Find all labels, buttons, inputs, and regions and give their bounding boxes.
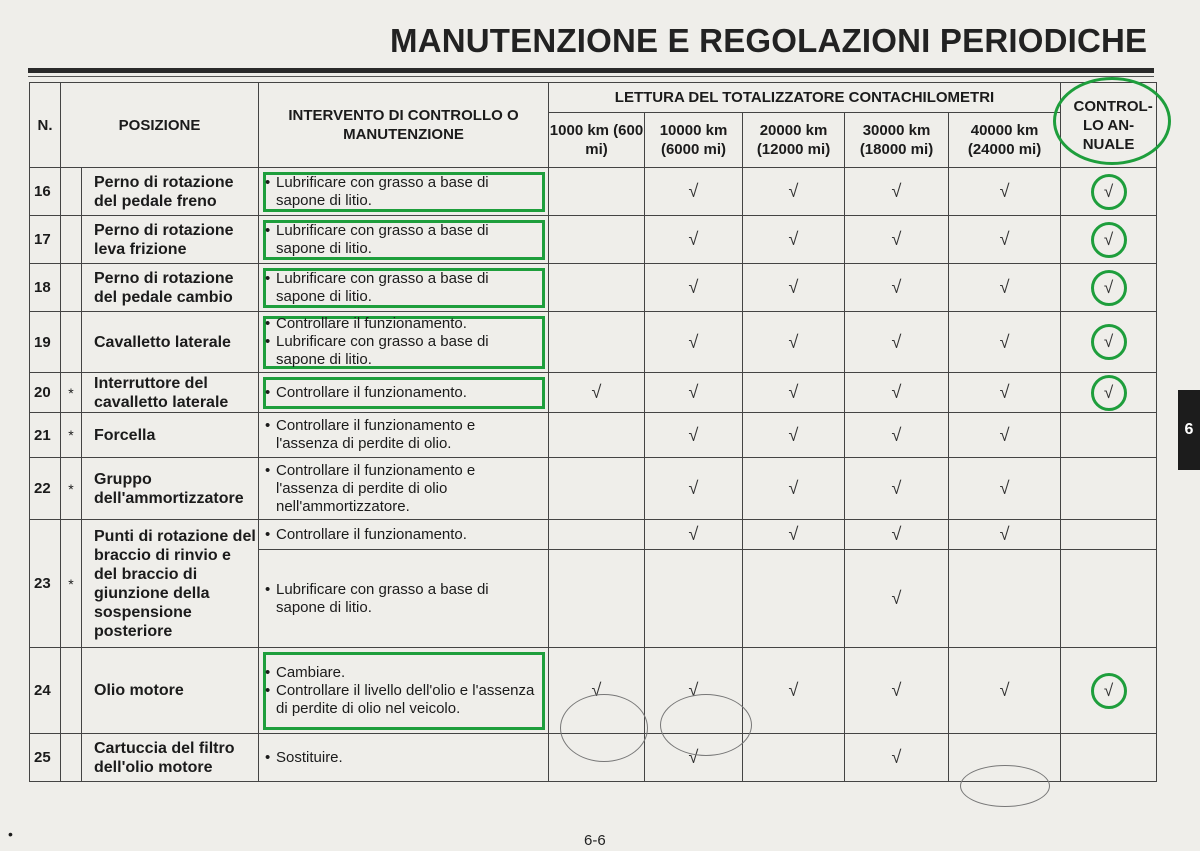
row-number: 24 (30, 648, 61, 734)
row-position: Cartuccia del filtro dell'olio motore (82, 734, 259, 782)
row-position: Perno di rotazione del pedale freno (82, 168, 259, 216)
check-mark: √ (891, 747, 902, 767)
check-mark: √ (688, 747, 699, 767)
row-position: Perno di rotazione del pedale cambio (82, 264, 259, 312)
check-mark: √ (788, 524, 799, 544)
check-cell (949, 734, 1061, 782)
check-cell (845, 734, 949, 782)
header-20000km: 20000 km (12000 mi) (743, 113, 845, 168)
check-mark: √ (688, 382, 699, 402)
check-cell (845, 520, 949, 550)
intervention-item: • Lubrificare con grasso a base di sapone di litio. (265, 581, 540, 617)
header-annual (1061, 83, 1157, 168)
check-cell (845, 458, 949, 520)
check-mark: √ (891, 331, 902, 352)
check-mark: √ (999, 478, 1010, 498)
check-mark: √ (688, 424, 699, 445)
check-cell (549, 413, 645, 458)
check-cell (1061, 550, 1157, 648)
intervention-item: • Controllare il funzionamento. (265, 526, 540, 544)
check-mark: √ (688, 277, 699, 297)
check-cell (949, 550, 1061, 648)
row-star (61, 216, 82, 264)
intervention-item: • Lubrificare con grasso a base di sapone di litio. (265, 333, 540, 369)
check-mark: √ (788, 181, 799, 201)
check-mark: √ (1091, 324, 1127, 360)
row-star (61, 312, 82, 373)
check-mark: √ (999, 424, 1010, 445)
check-cell (743, 264, 845, 312)
row-number: 22 (30, 458, 61, 520)
check-cell (1061, 168, 1157, 216)
check-cell (549, 550, 645, 648)
check-mark: √ (688, 478, 699, 498)
check-cell (845, 168, 949, 216)
check-mark: √ (1091, 174, 1127, 210)
check-cell (645, 648, 743, 734)
check-mark: √ (788, 382, 799, 402)
check-cell (1061, 734, 1157, 782)
check-mark: √ (688, 680, 699, 700)
check-mark: √ (1091, 673, 1127, 709)
row-star: * (61, 458, 82, 520)
check-cell (549, 648, 645, 734)
header-1000km: 1000 km (600 mi) (549, 113, 645, 168)
check-cell (845, 550, 949, 648)
check-cell (949, 312, 1061, 373)
check-cell (743, 648, 845, 734)
check-cell (743, 373, 845, 413)
check-mark: √ (1091, 222, 1127, 258)
header-30000km: 30000 km (18000 mi) (845, 113, 949, 168)
check-mark: √ (999, 229, 1010, 249)
intervention-cell (259, 734, 549, 782)
intervention-cell (259, 168, 549, 216)
check-cell (645, 168, 743, 216)
row-number: 25 (30, 734, 61, 782)
check-mark: √ (891, 478, 902, 498)
intervention-item: • Controllare il funzionamento. (265, 315, 540, 333)
check-cell (949, 648, 1061, 734)
check-mark: √ (688, 331, 699, 352)
check-cell (645, 264, 743, 312)
intervention-item: • Controllare il livello dell'olio e l'assenza di perdite di olio nel veicolo. (265, 682, 540, 718)
check-mark: √ (891, 277, 902, 297)
row-position: Interruttore del cavalletto laterale (82, 373, 259, 413)
header-odometer: LETTURA DEL TOTALIZZATORE CONTACHILOMETRI (549, 83, 1061, 113)
check-mark: √ (788, 331, 799, 352)
check-cell (645, 550, 743, 648)
intervention-cell (259, 520, 549, 550)
check-mark: √ (999, 382, 1010, 402)
check-cell (1061, 216, 1157, 264)
header-number: N. (30, 83, 61, 168)
intervention-item: • Sostituire. (265, 749, 540, 767)
row-star: * (61, 520, 82, 648)
check-mark: √ (999, 680, 1010, 700)
row-position: Perno di rotazione leva frizione (82, 216, 259, 264)
check-cell (1061, 520, 1157, 550)
intervention-item: • Lubrificare con grasso a base di sapone di litio. (265, 222, 540, 258)
table-row (30, 734, 1157, 782)
check-cell (549, 458, 645, 520)
check-mark: √ (891, 229, 902, 249)
intervention-item: • Cambiare. (265, 664, 540, 682)
check-cell (845, 264, 949, 312)
check-mark: √ (591, 382, 602, 402)
check-cell (1061, 413, 1157, 458)
intervention-item: • Controllare il funzionamento. (265, 384, 540, 402)
check-cell (549, 216, 645, 264)
margin-dot: • (8, 826, 13, 842)
row-star: * (61, 413, 82, 458)
check-mark: √ (788, 478, 799, 498)
check-cell (949, 168, 1061, 216)
check-mark: √ (788, 229, 799, 249)
check-cell (743, 520, 845, 550)
check-mark: √ (999, 524, 1010, 544)
check-cell (549, 264, 645, 312)
check-cell (549, 520, 645, 550)
check-cell (845, 312, 949, 373)
check-mark: √ (688, 181, 699, 201)
table-row (30, 312, 1157, 373)
check-mark: √ (788, 277, 799, 297)
intervention-item: • Controllare il funzionamento e l'assenza di perdite di olio nell'ammortizzatore. (265, 462, 540, 516)
check-cell (845, 648, 949, 734)
row-position: Gruppo dell'ammortizzatore (82, 458, 259, 520)
intervention-cell (259, 458, 549, 520)
row-position: Forcella (82, 413, 259, 458)
table-row (30, 648, 1157, 734)
check-cell (1061, 648, 1157, 734)
section-tab: 6 (1178, 390, 1200, 470)
check-cell (645, 216, 743, 264)
row-star (61, 264, 82, 312)
check-cell (845, 216, 949, 264)
check-cell (743, 413, 845, 458)
check-mark: √ (891, 524, 902, 544)
check-cell (949, 373, 1061, 413)
row-number: 19 (30, 312, 61, 373)
check-cell (1061, 458, 1157, 520)
check-mark: √ (1091, 375, 1127, 411)
header-intervention: INTERVENTO DI CONTROLLO O MANUTENZIONE (259, 83, 549, 168)
check-cell (1061, 264, 1157, 312)
check-cell (549, 734, 645, 782)
check-mark: √ (999, 277, 1010, 297)
title-rule (28, 68, 1154, 73)
check-cell (743, 168, 845, 216)
check-cell (949, 264, 1061, 312)
check-mark: √ (788, 680, 799, 700)
check-cell (549, 312, 645, 373)
table-row (30, 413, 1157, 458)
intervention-cell (259, 550, 549, 648)
check-mark: √ (891, 680, 902, 700)
check-cell (645, 520, 743, 550)
check-cell (645, 734, 743, 782)
table-row (30, 520, 1157, 550)
check-cell (743, 312, 845, 373)
check-mark: √ (688, 229, 699, 249)
intervention-cell (259, 264, 549, 312)
check-cell (645, 458, 743, 520)
check-cell (1061, 373, 1157, 413)
check-cell (549, 373, 645, 413)
check-mark: √ (788, 424, 799, 445)
row-number: 20 (30, 373, 61, 413)
row-star: * (61, 373, 82, 413)
intervention-item: • Lubrificare con grasso a base di sapone di litio. (265, 174, 540, 210)
check-mark: √ (891, 588, 902, 608)
row-number: 17 (30, 216, 61, 264)
row-number: 18 (30, 264, 61, 312)
row-position: Cavalletto laterale (82, 312, 259, 373)
check-cell (743, 734, 845, 782)
check-cell (845, 373, 949, 413)
intervention-cell (259, 216, 549, 264)
check-cell (949, 413, 1061, 458)
intervention-item: • Controllare il funzionamento e l'assenza di perdite di olio. (265, 417, 540, 453)
row-position: Punti di rotazione del braccio di rinvio e del braccio di giunzione della sospensione posteriore (82, 520, 259, 648)
check-cell (549, 168, 645, 216)
row-number: 21 (30, 413, 61, 458)
table-row (30, 168, 1157, 216)
check-cell (645, 312, 743, 373)
check-mark: √ (999, 181, 1010, 201)
check-mark: √ (591, 680, 602, 700)
check-mark: √ (891, 424, 902, 445)
check-mark: √ (999, 331, 1010, 352)
header-position: POSIZIONE (61, 83, 259, 168)
intervention-cell (259, 413, 549, 458)
annual-highlight-oval (1053, 77, 1171, 165)
check-cell (949, 458, 1061, 520)
header-10000km: 10000 km (6000 mi) (645, 113, 743, 168)
row-position: Olio motore (82, 648, 259, 734)
check-mark: √ (1091, 270, 1127, 306)
check-mark: √ (891, 382, 902, 402)
check-cell (845, 413, 949, 458)
title-rule-thin (28, 76, 1154, 77)
check-mark: √ (688, 524, 699, 544)
check-cell (949, 216, 1061, 264)
row-number: 23 (30, 520, 61, 648)
header-40000km: 40000 km (24000 mi) (949, 113, 1061, 168)
intervention-cell (259, 373, 549, 413)
check-cell (743, 550, 845, 648)
intervention-cell (259, 312, 549, 373)
row-star (61, 734, 82, 782)
table-row (30, 458, 1157, 520)
check-cell (645, 373, 743, 413)
intervention-item: • Lubrificare con grasso a base di sapone di litio. (265, 270, 540, 306)
intervention-cell (259, 648, 549, 734)
page-number: 6-6 (584, 832, 606, 849)
check-cell (1061, 312, 1157, 373)
row-star (61, 168, 82, 216)
table-row (30, 373, 1157, 413)
row-number: 16 (30, 168, 61, 216)
check-cell (743, 458, 845, 520)
table-row (30, 264, 1157, 312)
row-star (61, 648, 82, 734)
header-annual-label: CONTROL-LO AN-NUALE (1073, 97, 1153, 153)
maintenance-table (29, 82, 1157, 782)
check-cell (949, 520, 1061, 550)
page-title: MANUTENZIONE E REGOLAZIONI PERIODICHE (390, 22, 1148, 59)
check-cell (645, 413, 743, 458)
table-row (30, 216, 1157, 264)
check-cell (743, 216, 845, 264)
check-mark: √ (891, 181, 902, 201)
